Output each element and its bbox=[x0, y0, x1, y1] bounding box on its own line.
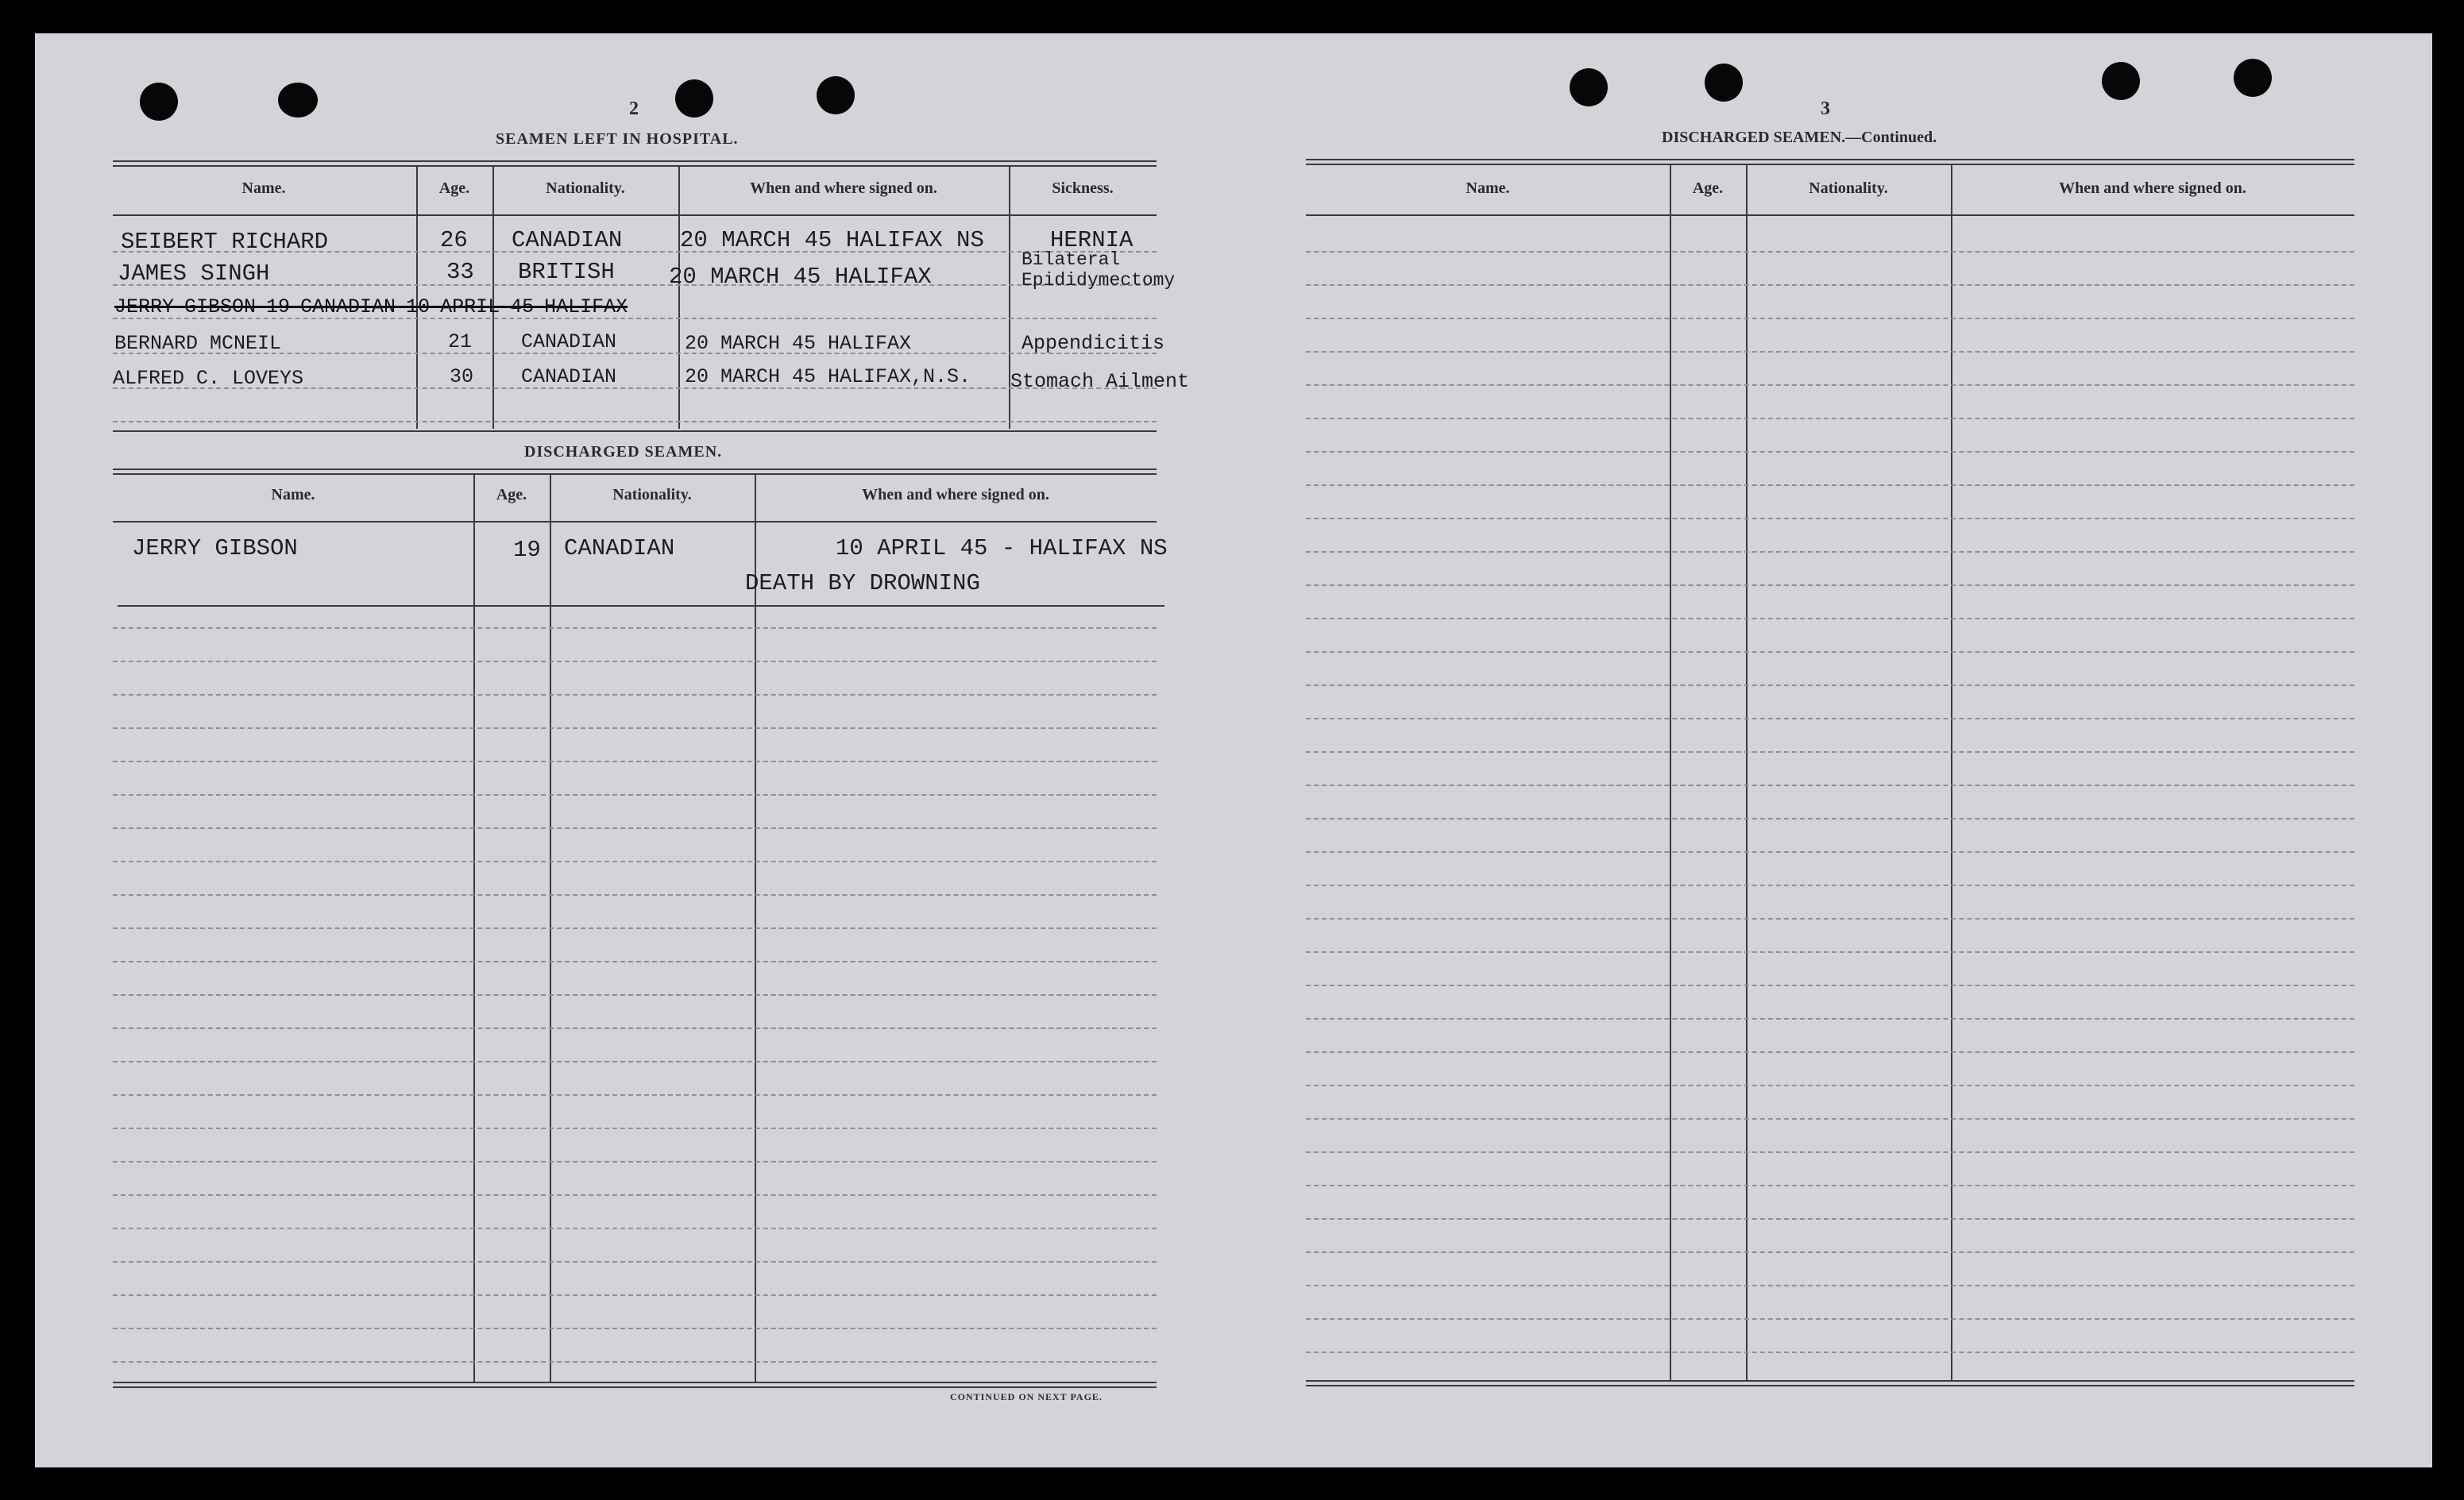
row-rule bbox=[1306, 684, 2354, 686]
col-header-age: Age. bbox=[438, 179, 470, 197]
hospital-age: 21 bbox=[448, 330, 473, 353]
row-rule bbox=[113, 1261, 1157, 1263]
punch-hole bbox=[1705, 64, 1743, 102]
row-rule bbox=[1306, 451, 2354, 453]
hospital-name: BERNARD MCNEIL bbox=[114, 332, 282, 355]
col-header-name: Name. bbox=[271, 486, 315, 503]
row-rule bbox=[1306, 1151, 2354, 1153]
row-rule bbox=[1306, 1018, 2354, 1020]
row-rule bbox=[113, 1028, 1157, 1029]
hospital-signed-on: 20 MARCH 45 HALIFAX NS bbox=[680, 227, 984, 253]
row-rule bbox=[113, 421, 1157, 422]
hospital-signed-on: 20 MARCH 45 HALIFAX bbox=[685, 332, 912, 355]
punch-hole bbox=[2234, 59, 2272, 97]
row-rule bbox=[113, 894, 1157, 896]
page-number-right: 3 bbox=[1821, 98, 1830, 119]
rule bbox=[113, 165, 1157, 167]
rule bbox=[1306, 1385, 2354, 1386]
col-header-age: Age. bbox=[1692, 179, 1724, 197]
row-rule bbox=[1306, 1318, 2354, 1320]
hospital-name: ALFRED C. LOVEYS bbox=[113, 367, 304, 390]
row-rule bbox=[113, 1194, 1157, 1196]
rule bbox=[1306, 159, 2354, 160]
row-rule bbox=[113, 1328, 1157, 1329]
col-header-signed-on: When and where signed on. bbox=[862, 486, 1049, 503]
discharged-note: DEATH BY DROWNING bbox=[745, 570, 980, 596]
row-rule bbox=[1306, 318, 2354, 319]
punch-hole bbox=[278, 83, 318, 118]
row-rule bbox=[113, 1061, 1157, 1062]
row-rule bbox=[1306, 251, 2354, 253]
hospital-sickness: Epididymectomy bbox=[1022, 270, 1176, 291]
row-rule bbox=[113, 794, 1157, 796]
col-header-nationality: Nationality. bbox=[1809, 179, 1888, 197]
punch-hole bbox=[140, 83, 178, 121]
row-rule bbox=[1306, 718, 2354, 719]
row-rule bbox=[113, 661, 1157, 662]
row-rule bbox=[1306, 351, 2354, 353]
right-section-title: DISCHARGED SEAMEN.—Continued. bbox=[1662, 129, 1937, 146]
row-rule bbox=[1306, 851, 2354, 853]
row-rule bbox=[113, 761, 1157, 762]
row-rule bbox=[113, 961, 1157, 962]
col-header-signed-on: When and where signed on. bbox=[750, 179, 937, 197]
hospital-sickness: Appendicitis bbox=[1022, 332, 1165, 355]
rule bbox=[1306, 1380, 2354, 1382]
row-rule bbox=[1306, 1218, 2354, 1220]
row-rule bbox=[113, 994, 1157, 996]
row-rule bbox=[1306, 418, 2354, 419]
row-rule bbox=[1306, 484, 2354, 486]
row-rule bbox=[113, 1228, 1157, 1229]
row-rule bbox=[113, 827, 1157, 829]
discharged-signed-on: 10 APRIL 45 - HALIFAX NS bbox=[836, 535, 1168, 561]
row-rule bbox=[113, 927, 1157, 929]
row-rule bbox=[113, 1128, 1157, 1129]
hospital-nationality: CANADIAN bbox=[521, 330, 617, 353]
rule bbox=[1306, 164, 2354, 165]
row-rule bbox=[1306, 1185, 2354, 1186]
row-rule bbox=[113, 627, 1157, 629]
row-rule bbox=[1306, 584, 2354, 586]
col-header-name: Name. bbox=[1466, 179, 1510, 197]
discharged-age: 19 bbox=[513, 537, 541, 563]
punch-hole bbox=[2102, 62, 2140, 100]
col-header-age: Age. bbox=[496, 486, 527, 503]
row-rule bbox=[1306, 551, 2354, 553]
rule bbox=[113, 521, 1157, 522]
hospital-nationality: CANADIAN bbox=[512, 227, 623, 253]
punch-hole bbox=[1570, 68, 1608, 106]
row-rule bbox=[1306, 951, 2354, 953]
row-rule bbox=[1306, 1118, 2354, 1120]
hospital-signed-on: 20 MARCH 45 HALIFAX bbox=[669, 264, 932, 290]
rule bbox=[113, 473, 1157, 475]
row-rule bbox=[1306, 818, 2354, 819]
rule bbox=[1306, 214, 2354, 216]
rule bbox=[118, 605, 1164, 607]
punch-hole bbox=[675, 79, 713, 118]
rule bbox=[113, 214, 1157, 216]
hospital-signed-on: 20 MARCH 45 HALIFAX,N.S. bbox=[685, 365, 971, 388]
row-rule bbox=[1306, 1251, 2354, 1253]
hospital-nationality: CANADIAN bbox=[521, 365, 617, 388]
hospital-sickness: Stomach Ailment bbox=[1010, 370, 1190, 393]
row-rule bbox=[1306, 785, 2354, 786]
row-rule bbox=[1306, 1085, 2354, 1086]
hospital-age: 26 bbox=[440, 227, 468, 253]
row-rule bbox=[1306, 1352, 2354, 1353]
row-rule bbox=[113, 1094, 1157, 1096]
hospital-name: JAMES SINGH bbox=[118, 260, 270, 287]
row-rule bbox=[113, 1361, 1157, 1363]
punch-hole bbox=[817, 76, 855, 114]
hospital-sickness: Bilateral bbox=[1022, 249, 1121, 270]
rule bbox=[113, 430, 1157, 432]
col-header-sickness: Sickness. bbox=[1052, 179, 1114, 197]
row-rule bbox=[1306, 885, 2354, 886]
hospital-nationality: BRITISH bbox=[518, 259, 615, 285]
rule bbox=[113, 1382, 1157, 1383]
row-rule bbox=[1306, 985, 2354, 986]
col-header-nationality: Nationality. bbox=[546, 179, 625, 197]
discharged-name: JERRY GIBSON bbox=[132, 535, 298, 561]
row-rule bbox=[113, 861, 1157, 862]
rule bbox=[113, 1386, 1157, 1388]
row-rule bbox=[1306, 384, 2354, 386]
row-rule bbox=[113, 1294, 1157, 1296]
row-rule bbox=[1306, 751, 2354, 753]
column-divider bbox=[1746, 165, 1748, 1380]
continued-footer: CONTINUED ON NEXT PAGE. bbox=[950, 1391, 1103, 1402]
column-divider bbox=[1670, 165, 1671, 1380]
hospital-section-title: SEAMEN LEFT IN HOSPITAL. bbox=[496, 130, 739, 148]
discharged-nationality: CANADIAN bbox=[564, 535, 675, 561]
col-header-name: Name. bbox=[241, 179, 286, 197]
rule bbox=[113, 160, 1157, 162]
page-number-left: 2 bbox=[629, 98, 639, 119]
row-rule bbox=[1306, 918, 2354, 920]
hospital-age: 33 bbox=[446, 259, 474, 285]
column-divider bbox=[1951, 165, 1952, 1380]
column-divider bbox=[678, 167, 680, 429]
row-rule bbox=[1306, 618, 2354, 619]
hospital-name: SEIBERT RICHARD bbox=[121, 229, 329, 255]
row-rule bbox=[1306, 651, 2354, 653]
row-rule bbox=[113, 1161, 1157, 1163]
col-header-signed-on: When and where signed on. bbox=[2059, 179, 2246, 197]
row-rule bbox=[1306, 1051, 2354, 1053]
hospital-sickness: HERNIA bbox=[1050, 227, 1134, 253]
row-rule bbox=[113, 694, 1157, 696]
hospital-age: 30 bbox=[450, 365, 474, 388]
discharged-section-title: DISCHARGED SEAMEN. bbox=[524, 443, 723, 461]
row-rule bbox=[113, 727, 1157, 729]
col-header-nationality: Nationality. bbox=[612, 486, 692, 503]
struck-entry: JERRY GIBSON 19 CANADIAN 10 APRIL 45 HALIFAX bbox=[114, 295, 628, 318]
rule bbox=[113, 469, 1157, 470]
row-rule bbox=[1306, 1285, 2354, 1286]
row-rule bbox=[1306, 284, 2354, 286]
row-rule bbox=[1306, 518, 2354, 519]
